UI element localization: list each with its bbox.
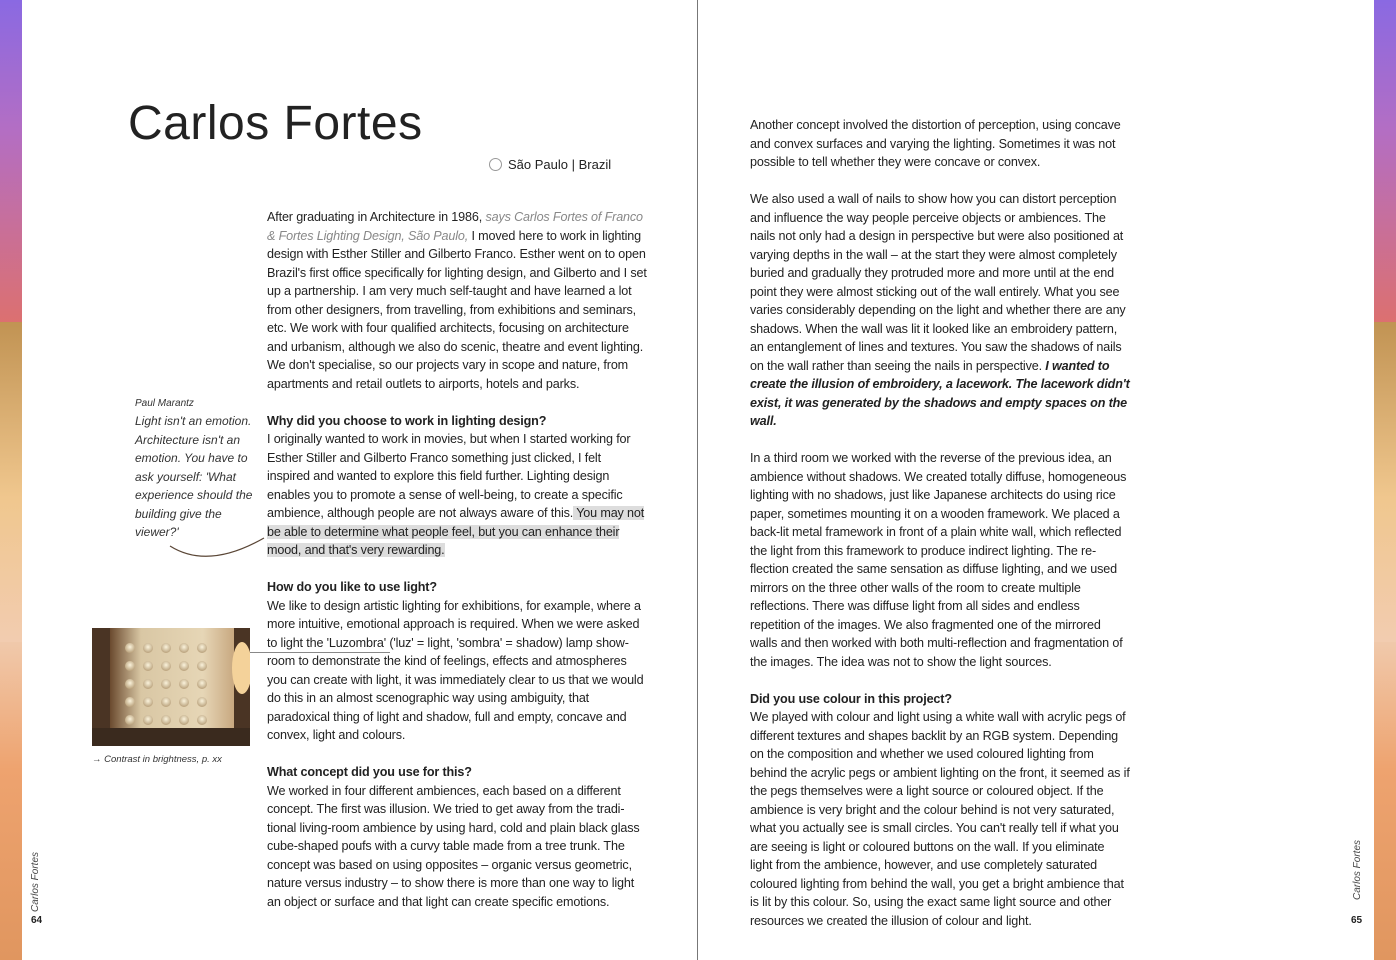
paragraph-nails-emphasis: I wanted to create the illusion of embroidery, a lacework. The lacework didn't exist, it was generated by the shadows and empty spaces on the wall. (750, 358, 1130, 428)
running-header-left: Carlos Fortes (30, 851, 41, 912)
page-number-left: 64 (31, 915, 43, 926)
right-body-column (750, 116, 1130, 949)
photo-caption: → Contrast in brightness, p. xx (92, 754, 222, 765)
intro-attribution: says Carlos Fortes of Franco & Fortes Lighting Design, São Paulo, (267, 210, 643, 243)
qa-block-2 (267, 578, 647, 745)
paragraph-third-room: In a third room we worked with the reverse of the previous idea, an ambience without shadows. We created totally diffuse, homogeneous lighting with no shadows, just like Japanese architects do using rice paper, sometimes mounting it on a wooden framework. We placed a back-lit metal framework in front of a plain white wall, which reflected the light from this framework to produce indirect lighting. The re-flection created the same sensation as diffuse lighting, and we used mirrors on the three other walls of the room to create multiple reflections. There was diffuse light from all sides and endless repetition of the images. We also fragmented one of the mirrored walls and then worked with both multi-reflection and fragmentation of the images. The idea was not to show the light sources. (750, 451, 1127, 669)
question-3: What concept did you use for this? (267, 765, 472, 779)
pegs-wall-image (92, 628, 250, 746)
answer-3: We worked in four different ambiences, each based on a different concept. The first was illusion. We tried to get away from the tradi-tional living-room ambience by using hard, cold and plain black glass cube-shaped poufs with a curvy table made from a tree trunk. The concept was based on using opposites – organic versus geometric, nature versus industry – to show there is more than one way to light an object or surface and that light can create specific emotions. (267, 783, 640, 909)
right-page (698, 0, 1396, 960)
quote-curve-line (168, 536, 268, 566)
answer-1: I originally wanted to work in movies, but when I started working for Esther Stiller and Gilberto Franco something just clicked, I felt inspired and wanted to explore this field further. Lighting design enables you to promote a sense of well-being, to create a specific ambience, although people are not always aware of this. (267, 432, 631, 520)
running-header-right: Carlos Fortes (1352, 839, 1363, 900)
showroom-photo (92, 628, 250, 746)
photo-pointer-line (250, 652, 390, 653)
answer-2: We like to design artistic lighting for exhibitions, for example, where a more intuitive, emotional approach is required. When we were asked to light the 'Luzombra' ('luz' = light, 'sombra' = shadow) lamp show-room to demonstrate the kind of feelings, effects and atmospheres you can create with light, it was immediately clear to us that we would do this in an almost scenographic way using ambiguity, that paradoxical thing of light and shadow, full and empty, concave and convex, light and colours. (267, 598, 644, 742)
question-2: How do you like to use light? (267, 580, 437, 594)
location-circle-icon (489, 158, 502, 171)
location-line (489, 157, 611, 172)
quote-author: Paul Marantz (135, 398, 194, 409)
qa-block-4 (750, 690, 1130, 931)
page-title: Carlos Fortes (128, 97, 423, 150)
answer-4: We played with colour and light using a white wall with acrylic pegs of different textures and shapes backlit by an RGB system. Depending on the composition and whether we used coloured lighting from behind the acrylic pegs or ambient lighting on the front, it seemed as if the pegs themselves were a light source or coloured object. If the ambience is very bright and the colour behind is not very saturated, what you actually see is small circles. You can't really tell if what you are seeing is light or coloured buttons on the wall. If you eliminate light from the ambience, however, and use completely saturated coloured lighting from behind the wall, you get a bright ambience that is lit by this colour. So, using the exact same light source and other resources we created the illusion of colour and light. (750, 710, 1130, 928)
question-1: Why did you choose to work in lighting design? (267, 413, 547, 428)
question-4: Did you use colour in this project? (750, 691, 952, 706)
qa-block-1 (267, 412, 647, 560)
page-number-right: 65 (1351, 915, 1363, 926)
paragraph-nails: We also used a wall of nails to show how you can distort perception and influence the way people perceive objects or ambiences. The nails not only had a design in perspective but were also positioned at varying depths in the wall – at the start they were almost completely buried and gradually they protruded more and more until at the end point they were almost sticking out of the wall entirely. What you see varies considerably depending on the light and whether there are any shadows. When the wall was lit it looked like an embroidery pattern, an entanglement of lines and textures. You saw the shadows of nails on the wall rather than seeing the nails in perspective. I wanted to create the illusion of embroidery, a lacework. The lacework didn't exist, it was generated by the shadows and empty spaces on the wall. (750, 192, 1130, 428)
paragraph-perception: Another concept involved the distortion of perception, using concave and convex surfaces and varying the lighting. Sometimes it was not possible to tell whether they were concave or convex. (750, 118, 1121, 169)
location-text: São Paulo | Brazil (508, 157, 612, 172)
left-body-column (267, 208, 647, 930)
qa-block-3 (267, 763, 647, 911)
color-edge-right (1374, 0, 1396, 960)
quote-text: Light isn't an emotion. Architecture isn't an emotion. You have to ask yourself: 'What experience should the building give the viewer?' (135, 414, 253, 539)
color-edge-left (0, 0, 22, 960)
answer-1-highlight: You may not be able to determine what people feel, but you can enhance their mood, and that's very rewarding. (267, 506, 645, 557)
intro-paragraph: After graduating in Architecture in 1986, says Carlos Fortes of Franco & Fortes Lighting Design, São Paulo, I moved here to work in lighting design with Esther Stiller and Gilberto Franco. Esther went on to open Brazil's first office specifically for lighting design, and Gilberto and I set up a partnership. I am very much self-taught and have learned a lot from other designers, from travelling, from exhibitions and seminars, etc. We work with four qualified architects, focusing on architecture and urbanism, although we also do scenic, theatre and event lighting. We don't specialise, so our projects vary in scope and nature, from apartments and retail outlets to airports, hotels and parks. (267, 210, 647, 391)
